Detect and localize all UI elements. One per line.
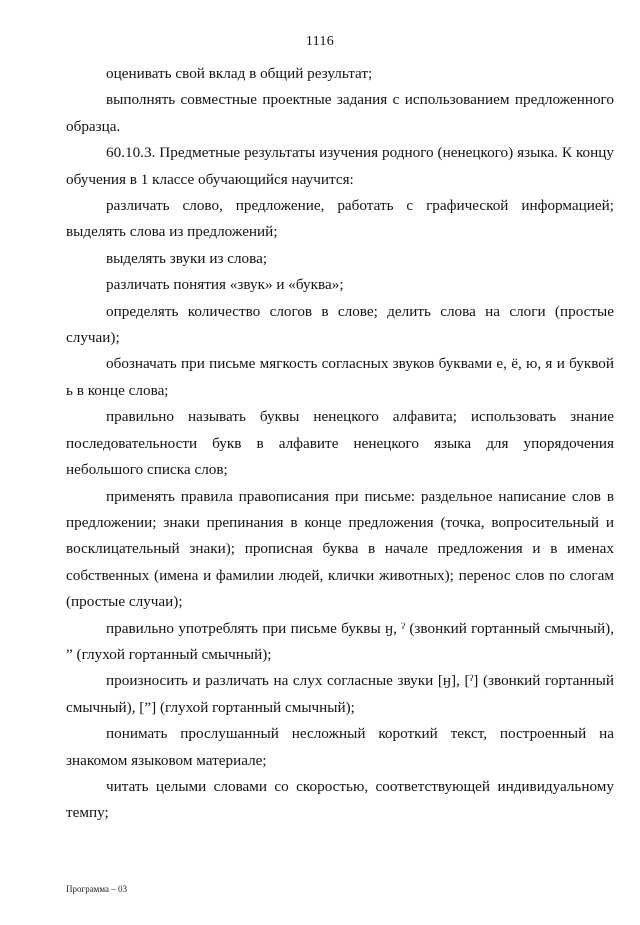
paragraph: различать понятия «звук» и «буква»; xyxy=(106,276,344,294)
paragraph: правильно называть буквы ненецкого алфавита; использовать знание последовательности букв в алфавите ненецкого языка для упорядочения небольшого списка слов; xyxy=(66,408,614,479)
body-text xyxy=(66,61,614,827)
paragraph: произносить и различать на слух согласные звуки [ӈ], [ˀ] (звонкий гортанный смычный), [”] (глухой гортанный смычный); xyxy=(66,672,614,716)
footer-program-code: Программа – 03 xyxy=(66,884,128,894)
paragraph: оценивать свой вклад в общий результат; xyxy=(106,65,373,82)
page-number: 1116 xyxy=(305,34,335,49)
paragraph: правильно употреблять при письме буквы ӈ, ˀ (звонкий гортанный смычный), ” (глухой гортанный смычный); xyxy=(66,619,614,663)
paragraph: читать целыми словами со скоростью, соответствующей индивидуальному темпу; xyxy=(66,777,614,822)
paragraph: выполнять совместные проектные задания с использованием предложенного образца. xyxy=(66,91,614,135)
paragraph: определять количество слогов в слове; делить слова на слоги (простые случаи); xyxy=(66,302,614,347)
paragraph: применять правила правописания при письме: раздельное написание слов в предложении; знаки препинания в конце предложения (точка, вопросительный и восклицательный знаки); прописная буква в начале предложения и в именах собственных (имена и фамилии людей, клички животных); перенос слов по слогам (простые случаи); xyxy=(66,487,614,611)
paragraph: выделять звуки из слова; xyxy=(106,249,268,267)
paragraph: различать слово, предложение, работать с графической информацией; выделять слова из предложений; xyxy=(66,197,614,241)
paragraph: 60.10.3. Предметные результаты изучения родного (ненецкого) языка. К концу обучения в 1 классе обучающийся научится: xyxy=(66,144,614,188)
paragraph: понимать прослушанный несложный короткий текст, построенный на знакомом языковом материале; xyxy=(66,725,614,769)
paragraph: обозначать при письме мягкость согласных звуков буквами е, ё, ю, я и буквой ь в конце слова; xyxy=(66,355,614,399)
